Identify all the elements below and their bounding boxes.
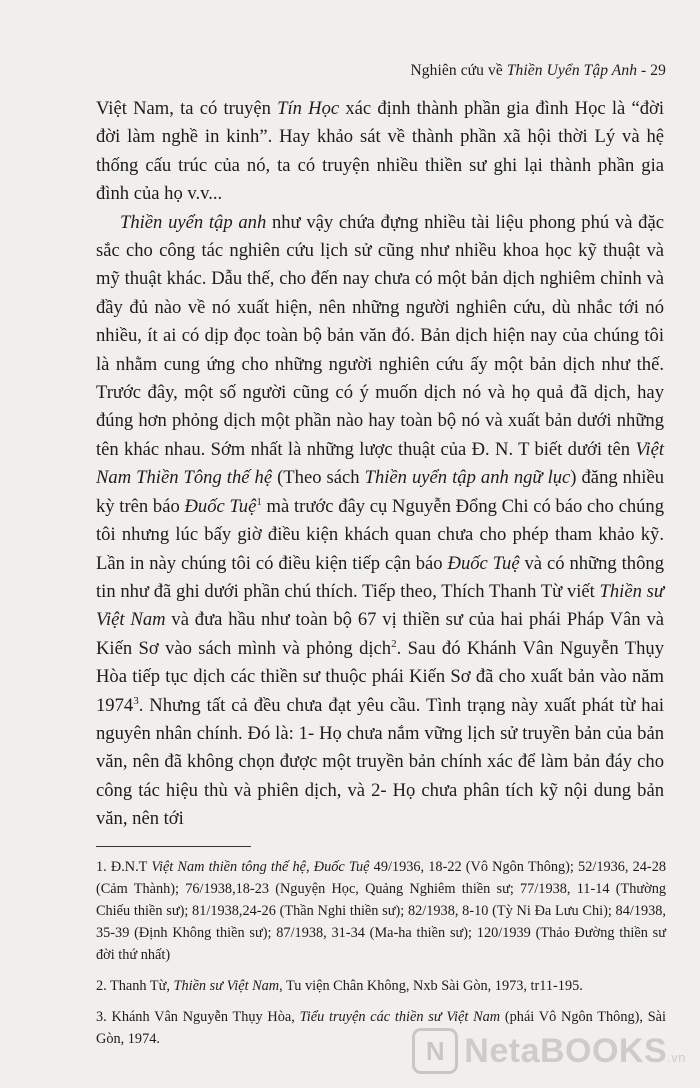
watermark bbox=[412, 1028, 686, 1074]
text-run: như vậy chứa đựng nhiều tài liệu phong phú và đặc sắc cho công tác nghiên cứu lịch sử cũng như nhiều khoa học kỹ thuật và mỹ thuật khác. Dẫu thế, cho đến nay chưa có một bản dịch nghiêm chỉnh và đầy đủ nào về nó xuất hiện, nên những người nghiên cứu, dù nhắc tới nó nhiều, ít ai có dịp đọc toàn bộ bản văn đó. Bản dịch hiện nay của chúng tôi là nhằm cung ứng cho những người nghiên cứu ấy một bản dịch như thế. Trước đây, một số người cũng có ý muốn dịch nó và họ quả đã dịch, hay đúng hơn phỏng dịch một phần nào hay toàn bộ nó và xuất bản dưới những tên khác nhau. Sớm nhất là những lược thuật của Đ. N. T biết dưới tên bbox=[96, 211, 664, 460]
footnote-ref-3: 3 bbox=[133, 694, 139, 707]
text-run: 1. Đ.N.T bbox=[96, 859, 152, 875]
text-run: và đưa hầu như toàn bộ 67 vị thiền sư của hai phái Pháp Vân và Kiến Sơ vào sách mình và phỏng dịch bbox=[96, 609, 664, 659]
paragraph-1 bbox=[96, 95, 664, 209]
text-run: (phái Vô Ngôn Thông), Sài Gòn, 1974. bbox=[96, 1009, 667, 1047]
text-run: và có những thông tin như đã ghi dưới phần chú thích. Tiếp theo, Thích Thanh Từ viết bbox=[96, 552, 664, 602]
footnote-ref-2: 2 bbox=[391, 637, 397, 650]
text-run: . Sau đó Khánh Vân Nguyễn Thụy Hòa tiếp tục dịch các thiền sư thuộc phái Kiến Sơ đã cho xuất bản vào năm 1974 bbox=[96, 637, 664, 716]
text-run: mà trước đây cụ Nguyễn Đổng Chi có báo cho chúng tôi nhưng lúc bấy giờ điều kiện khách quan chưa cho phép tham khảo kỹ. Lần in này chúng tôi có điều kiện tiếp cận báo bbox=[96, 495, 665, 574]
footnote-rule bbox=[96, 846, 251, 847]
text-run: xác định thành phần gia đình Học là “đời đời làm nghề in kinh”. Hay khảo sát về thành phần xã hội thời Lý và hệ thống cấu trúc của nó, ta có truyện nhiều thiền sư ghi lại thành phần gia đình của họ v.v... bbox=[96, 98, 664, 205]
watermark-brand-text: NetaBOOKS bbox=[464, 1031, 668, 1070]
running-head-title: Thiền Uyển Tập Anh bbox=[506, 62, 638, 79]
running-head-separator: - bbox=[637, 62, 651, 79]
text-run: 2. Thanh Từ, bbox=[96, 978, 174, 994]
running-head-prefix: Nghiên cứu về bbox=[410, 62, 507, 79]
text-run: , Tu viện Chân Không, Nxb Sài Gòn, 1973, tr11-195. bbox=[279, 978, 583, 994]
italic-title: Đuốc Tuệ bbox=[447, 552, 520, 574]
italic-title: Thiền sư Việt Nam bbox=[96, 580, 664, 631]
italic-title: Thiền uyển tập anh ngữ lục bbox=[364, 467, 571, 489]
paragraph-2 bbox=[96, 209, 664, 834]
footnote-2 bbox=[96, 975, 666, 997]
italic-title: Tiểu truyện các thiền sư Việt Nam bbox=[299, 1009, 501, 1025]
italic-title: Thiền sư Việt Nam bbox=[173, 978, 280, 994]
italic-title: Việt Nam Thiền Tông thế hệ bbox=[96, 438, 664, 489]
page-number: 29 bbox=[650, 62, 666, 79]
text-run: ) đăng nhiều kỳ trên báo bbox=[96, 467, 664, 517]
text-run: 49/1936, 18-22 (Vô Ngôn Thông); 52/1936, 24-28 (Cảm Thành); 76/1938,18-23 (Nguyện Học, Quảng Nghiêm thiền sư; 77/1938, 11-14 (Thường Chiếu thiền sư); 81/1938,24-26 (Thần Nghi thiền sư); 82/1938, 8-10 (Tỳ Ni Đa Lưu Chi); 84/1938, 35-39 (Định Không thiền sư); 87/1938, 31-34 (Ma-ha thiền sư); 120/1939 (Thảo Đường thiền sư đời thứ nhất) bbox=[96, 859, 666, 963]
text-run: . Nhưng tất cả đều chưa đạt yêu cầu. Tình trạng này xuất phát từ hai nguyên nhân chính. Đó là: 1- Họ chưa nắm vững lịch sử truyền bản của bản văn, nên đã không chọn được một truyền bản chính xác để làm bản đáy cho công tác hiệu thù và phiên dịch, và 2- Họ chưa phân tích kỹ nội dung bản văn, nên tới bbox=[96, 694, 664, 830]
footnote-ref-1: 1 bbox=[256, 495, 262, 508]
watermark-brand bbox=[464, 1032, 686, 1071]
text-run: (Theo sách bbox=[272, 467, 365, 489]
netabooks-logo-icon: N bbox=[412, 1028, 458, 1074]
running-head bbox=[411, 62, 667, 80]
italic-title: Tín Học bbox=[277, 98, 340, 119]
italic-title: Đuốc Tuệ bbox=[184, 495, 257, 517]
watermark-suffix: .vn bbox=[667, 1049, 686, 1065]
italic-title: Thiền uyển tập anh bbox=[120, 211, 267, 233]
text-run: Việt Nam, ta có truyện bbox=[96, 98, 278, 119]
text-run: 3. Khánh Vân Nguyễn Thụy Hòa, bbox=[96, 1009, 300, 1025]
footnote-1 bbox=[96, 856, 666, 966]
italic-title: Việt Nam thiền tông thế hệ, Đuốc Tuệ bbox=[151, 859, 370, 875]
body-text bbox=[96, 95, 664, 834]
